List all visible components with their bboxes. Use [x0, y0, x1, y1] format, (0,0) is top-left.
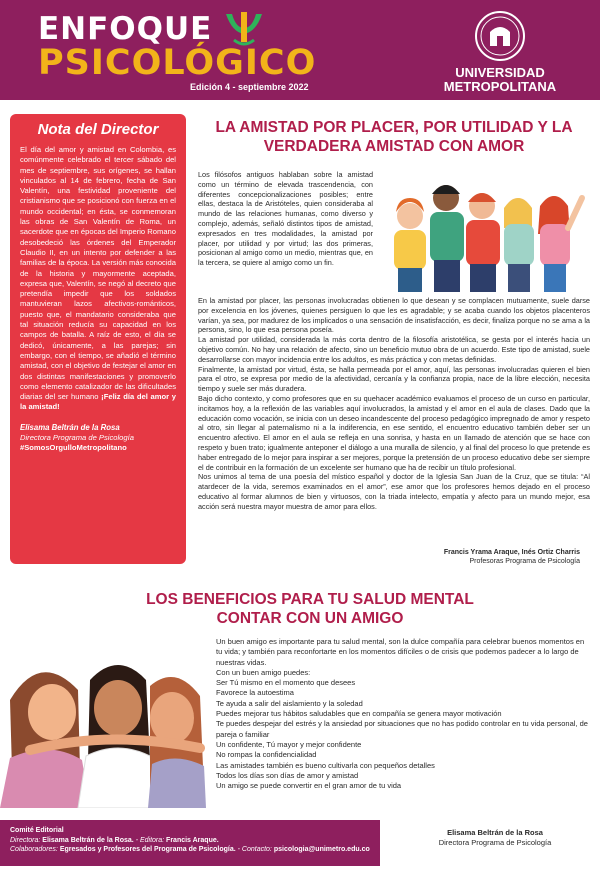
- footer-title: Comité Editorial: [10, 827, 64, 834]
- footer-sign-role: Directora Programa de Psicología: [438, 838, 552, 847]
- director-note-title: Nota del Director: [37, 121, 159, 138]
- footer-sign-name: Elisama Beltrán de la Rosa: [447, 828, 543, 837]
- footer-line1: [10, 836, 370, 846]
- director-signer-role: Directora Programa de Psicología: [20, 432, 134, 442]
- article1-paragraph: La amistad por utilidad, considerada la más corta dentro de la filosofía aristotélica, se gesta por el interés hacia un objetivo común. No hay una relación de afecto, sino un beneficio mutuo obra de un acuerdo. Este tipo de amistad, suele desarrollarse con mayor incidencia entre los adultos, es más práctica y con metas definidas.: [198, 335, 590, 364]
- article2-line: Todos los días son días de amor y amistad: [216, 770, 359, 780]
- article2-line: Te puedes despejar del estrés y la ansiedad por situaciones que no has podido controlar en tu vida personal, de pareja o familiar: [216, 719, 588, 739]
- footer-director-label: Directora:: [10, 836, 41, 844]
- article1-body: [198, 296, 590, 512]
- footer-collaborators-label: Colaboradores:: [10, 846, 58, 853]
- article2-line: No rompas la confidencialidad: [216, 750, 317, 760]
- article2-line: Favorece la autoestima: [216, 688, 294, 698]
- director-signer-name: Elisama Beltrán de la Rosa: [20, 422, 120, 432]
- article1-authors-role: Profesoras Programa de Psicología: [469, 558, 580, 565]
- director-note-panel: [10, 114, 186, 564]
- university-name: UNIVERSIDAD METROPOLITANA: [443, 65, 557, 94]
- hashtag: #SomosOrgulloMetropolitano: [20, 442, 127, 452]
- footer-contact-label: - Contacto:: [237, 846, 272, 853]
- article2-line: Te ayuda a salir del aislamiento y la soledad: [216, 698, 363, 708]
- friends-hug-illustration: [0, 640, 206, 808]
- friends-group-illustration: [382, 168, 590, 294]
- article1-paragraph: Bajo dicho contexto, y como profesores que en su quehacer académico evaluamos el proceso de un curso en particular, incitamos hoy, a la reflexión de las variables aquí involucrados, la amistad y el amor en el aula de clases. Dado que la educación como vocación, se inicia con un deseo incandescente del proceso pedagógico impregnado de amor y respeto al otro, sin llegar al paternalismo ni a la indiferencia, en ese sentido, el encuentro educativo también deber ser un encuentro afectivo. El amor en el aula se refleja en una sonrisa, y hasta en un llamado de atención que se hace con respeto y buen trato; igualmente anteponer el diálogo a una muralla de silencio, y al final del proceso lo que pretende es haber entregado de lo mejor para inspirar a ser mejores, porque la pretensión de un proceso educativo debe ser siempre el de contribuir en la formación de un excelente ser humano que ha de recibir un título profesional.: [198, 393, 590, 472]
- psychology-logo-icon: [222, 10, 266, 46]
- friend-figure-4: [504, 198, 534, 292]
- footer-collaborators: Egresados y Profesores del Programa de Psicología.: [59, 846, 236, 853]
- article2-line: Las amistades también es bueno cultivarla con pequeños detalles: [216, 760, 435, 770]
- friend-figure-1: [394, 198, 426, 292]
- article1-byline: [380, 548, 580, 566]
- brand-title-line1: ENFOQUE: [38, 11, 213, 47]
- editorial-committee-footer: [0, 820, 380, 866]
- article1-paragraph: Nos unimos al tema de una poesía del místico español y doctor de la Iglesia San Juan de la Cruz, que se titula: “Al atardecer de la vida, seremos examinados en el amor”, ese amor que los profesores hemos dejado en el proceso educativo al formar alumnos de bien y virtuosos, con la triada intelecto, empatía y afecto para un mundo mejor, esa acción será nuestra mayor muestra de amor para ellos.: [198, 472, 590, 511]
- footer-signature: [400, 828, 590, 848]
- brand-title-line2: PSICOLÓGICO: [38, 43, 317, 83]
- footer-director-name: Elisama Beltrán de la Rosa.: [42, 836, 134, 844]
- article2-line: Ser Tú mismo en el momento que desees: [216, 678, 356, 688]
- article1-paragraph: En la amistad por placer, las personas involucradas obtienen lo que desean y se complacen mutuamente, suele darse por excelencia en los jóvenes, quienes persiguen lo que les es agradable; y se acaba cuando los objetos placenteros varían, ya sea, por madurez de los implicados o una sensación de insatisfacción, es decir, finaliza porque no se ama a la persona, sino, lo que esa persona poseía.: [198, 296, 590, 335]
- article1-authors: Francis Yrama Araque, Inés Ortiz Charris: [443, 549, 580, 556]
- article1-intro: Los filósofos antiguos hablaban sobre la amistad como un término de elevada trascendencia, con diferentes concepcionalizaciones posibles; entre ellas, destaca la de Aristóteles, quien consideraba al mundo de las relaciones humanas, como diverso y complejo, además, señaló distintos tipos de amistad, expresados en tres modalidades, la amistad por placer, por utilidad y por virtud; las dos primeras, posicionan al amigo como un medio, mientras que, en la tercera, se quiere al amigo como un fin.: [198, 170, 373, 268]
- article2-title: LOS BENEFICIOS PARA TU SALUD MENTAL CONTAR CON UN AMIGO: [146, 591, 474, 627]
- article1-title: LA AMISTAD POR PLACER, POR UTILIDAD Y LA VERDADERA AMISTAD CON AMOR: [215, 119, 573, 155]
- footer-editor-name: Francis Araque.: [166, 836, 219, 844]
- article2-line: Un buen amigo es importante para tu salud mental, son la dulce compañía para celebrar buenos momentos en tu vida; y también para reconfortarte en los momentos difíciles o de crisis que podemos padecer a lo largo de nuestras vidas.: [216, 637, 585, 667]
- article1-paragraph: Finalmente, la amistad por virtud, ésta, se halla permeada por el amor, aquí, las personas involucradas quieren el bien para el otro, se expresa por medio de la afectividad, cercanía y la confianza propia, nace de la libre elección, necesita tiempo y suele ser más duradera.: [198, 364, 590, 394]
- article2-line: Un confidente, Tú mayor y mejor confidente: [216, 739, 362, 749]
- edition-label: Edición 4 - septiembre 2022: [190, 82, 309, 92]
- article2-body: [216, 637, 592, 791]
- director-note-text: [20, 145, 176, 413]
- university-crest-icon: [474, 10, 526, 62]
- article2-line: Un amigo se puede convertir en el gran amor de tu vida: [216, 781, 402, 791]
- article2-line: Puedes mejorar tus hábitos saludables que en compañía se genera mayor motivación: [216, 709, 502, 719]
- article2-line: Con un buen amigo puedes:: [216, 667, 311, 677]
- director-note-closing: ¡Feliz día del amor y la amistad!: [20, 392, 176, 412]
- footer-line2: [10, 845, 370, 855]
- footer-editor-label: - Editora:: [135, 836, 165, 844]
- director-note-body: El día del amor y amistad en Colombia, es comúnmente celebrado el tercer sábado del mes de septiembre, sus orígenes, se hallan vinculados al 14 de febrero, fecha de San Valentín, una festividad proveniente del cristianismo que se posicionó con fuerza en el mundo occidental; en ésta, se conmemoran las obras de San Valentín de Roma, un sacerdote que en épocas del Imperio Romano desobedeció las órdenes del Emperador Claudio II, en un intento por defender a las familias de la época. La versión más conocida de la historia y mayormente aceptada, expresa que, Valentín, se negó al decreto que pretendía impedir que los soldados mantuvieran lazos afectivos-románticos, puesto que, el mandatario consideraba que tal situación reducía su capacidad en los campos de batalla. A raíz de esto, el día se dedicó, únicamente, a las parejas; sin embargo, con el tiempo, se añadió el término amistad, con el objetivo de festejar el amor en dos distintas manifestaciones y promoverlo como elemento catalizador de las dificultades diarias del ser humano: [20, 145, 176, 402]
- masthead: [0, 0, 600, 100]
- footer-contact-email[interactable]: psicologia@unimetro.edu.co: [273, 846, 370, 853]
